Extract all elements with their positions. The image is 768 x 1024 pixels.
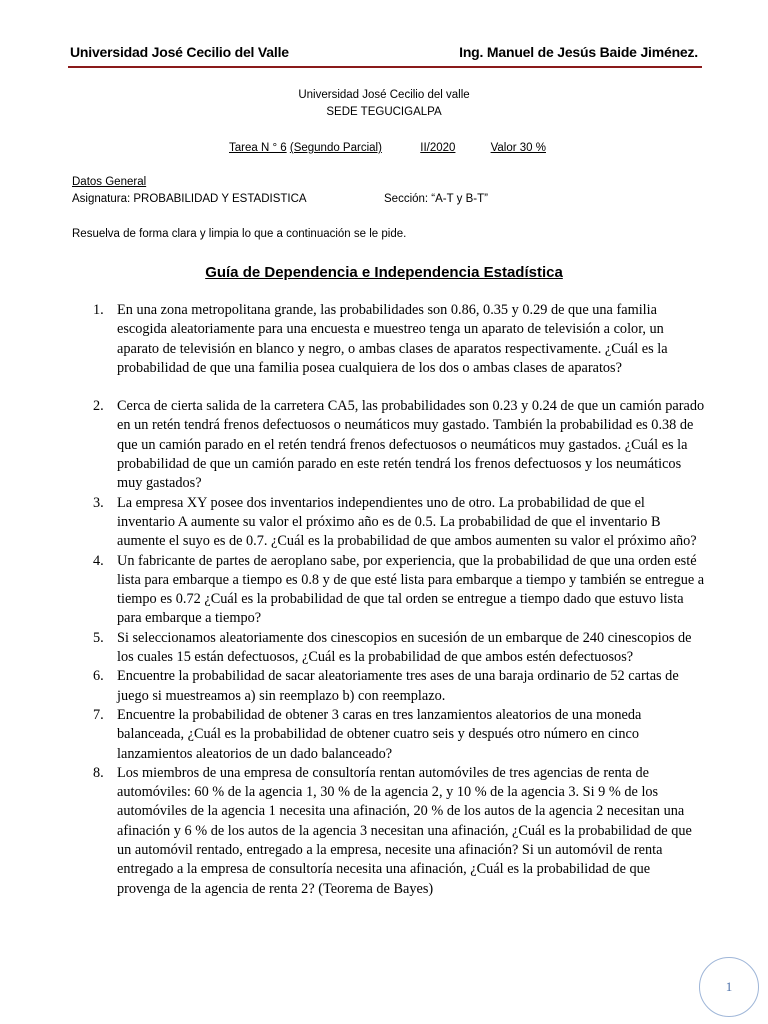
question-text: Los miembros de una empresa de consultoría rentan automóviles de tres agencias de renta de automóviles: 60 % de la agencia 1, 30 % de la agencia 2, y 10 % de la agencia 3. Si 9 % de los automóviles de la agencia 1 necesita una afinación, 20 % de los autos de la agencia 2 necesitan una afinación y 6 % de los autos de la agencia 3 necesitan una afinación, ¿Cuál es la probabilidad de que un automóvil rentado, entregado a la empresa, necesite una afinación? Si un automóvil de renta entregado a la empresa de consultoría necesita una afinación, ¿Cuál es la probabilidad de que provenga de la agencia de renta 2? (Teorema de Bayes)	[117, 764, 692, 897]
question-text: En una zona metropolitana grande, las probabilidades son 0.86, 0.35 y 0.29 de que una familia escogida aleatoriamente para una encuesta e muestreo tenga un aparato de televisión a color, un aparato de televisión en blanco y negro, o ambas clases de aparatos respectivamente. ¿Cuál es la probabilidad de que una familia posea cualquiera de los dos o ambas clases de aparatos?	[117, 302, 668, 376]
question-text: La empresa XY posee dos inventarios independientes uno de otro. La probabilidad de que el inventario A aumente su valor el próximo año es de 0.5. La probabilidad de que el inventario B aumente el suyo es de 0.7. ¿Cuál es la probabilidad de que ambos aumenten su valor el próximo año?	[117, 494, 697, 550]
question-list	[72, 301, 706, 899]
question-number: 8.	[93, 764, 104, 781]
question-number: 7.	[93, 706, 104, 723]
question-text: Encuentre la probabilidad de sacar aleatoriamente tres ases de una baraja ordinario de 52 cartas de juego si muestreamos a) sin reemplazo b) con reemplazo.	[117, 668, 679, 704]
list-item	[72, 301, 706, 378]
page-number-label: 1	[725, 979, 733, 994]
question-text: Un fabricante de partes de aeroplano sabe, por experiencia, que la probabilidad de que una orden esté lista para embarque a tiempo es 0.8 y de que esté lista para embarque a tiempo y también se entregue a tiempo es 0.72 ¿Cuál es la probabilidad de que tal orden se entregue a tiempo dado que estuvo lista para embarque a tiempo?	[117, 552, 705, 627]
guide-title: Guía de Dependencia e Independencia Estadística	[205, 264, 563, 281]
course-section: Sección: “A-T y B-T”	[384, 193, 488, 205]
assignment-line	[229, 142, 546, 154]
header-rule	[68, 66, 702, 68]
question-number: 5.	[93, 629, 104, 646]
list-item	[72, 764, 706, 899]
list-item	[72, 494, 706, 552]
course-name: Asignatura: PROBABILIDAD Y ESTADISTICA	[72, 193, 307, 205]
list-item	[72, 667, 706, 706]
header-author: Ing. Manuel de Jesús Baide Jiménez.	[459, 44, 698, 60]
assignment-number: Tarea N ° 6	[229, 142, 287, 154]
datos-label: Datos General	[72, 176, 147, 188]
list-item	[72, 706, 706, 764]
course-info	[72, 193, 572, 205]
institution-name: Universidad José Cecilio del valle	[298, 89, 470, 101]
question-number: 2.	[93, 398, 104, 415]
question-text: Encuentre la probabilidad de obtener 3 caras en tres lanzamientos aleatorios de una moneda balanceada, ¿Cuál es la probabilidad de obtener cuatro seis y después otro número en cinco lanzamientos aleatorios de un dado balanceado?	[117, 706, 642, 762]
page-header	[70, 44, 698, 60]
header-university: Universidad José Cecilio del Valle	[70, 44, 289, 60]
list-item	[72, 552, 706, 629]
question-text: Si seleccionamos aleatoriamente dos cinescopios en sucesión de un embarque de 240 cinescopios de los cuales 15 están defectuosos, ¿Cuál es la probabilidad de que ambos estén defectuosos?	[117, 629, 692, 666]
question-number: 4.	[93, 552, 104, 569]
question-number: 6.	[93, 668, 104, 685]
page-number	[699, 957, 759, 1017]
question-number: 1.	[93, 302, 104, 318]
question-number: 3.	[93, 494, 104, 511]
list-item	[72, 397, 706, 493]
list-item	[72, 629, 706, 668]
assignment-period: II/2020	[420, 142, 456, 154]
instructions: Resuelva de forma clara y limpia lo que a continuación se le pide.	[72, 228, 407, 240]
question-text: Cerca de cierta salida de la carretera CA5, las probabilidades son 0.23 y 0.24 de que un camión parado en un retén tendrá frenos defectuosos o neumáticos muy gastado. También la probabilidad es 0.38 de que un camión parado en el retén tendrá frenos defectuosos o neumáticos muy gastados. ¿Cuál es la probabilidad de que un camión parado en este retén tendrá los frenos defectuosos y los neumáticos muy gastados?	[117, 398, 705, 492]
assignment-value: Valor 30 %	[490, 142, 546, 154]
campus-name: SEDE TEGUCIGALPA	[326, 106, 442, 118]
assignment-parcial: (Segundo Parcial)	[289, 142, 382, 154]
